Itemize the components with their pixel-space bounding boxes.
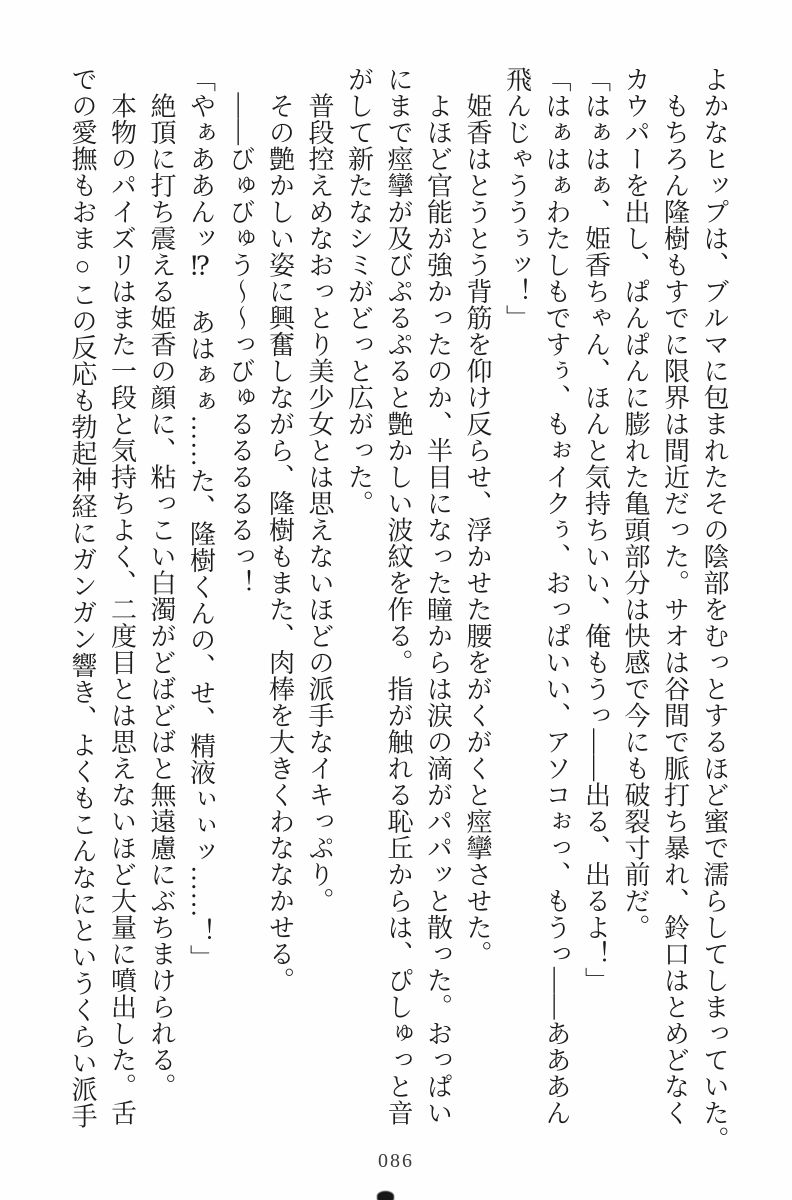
text-line: よほど官能が強かったのか、半目になった瞳からは涙の滴がパパッと散った。おっぱい [423, 66, 453, 1126]
text-line: での愛撫もおま○この反応も勃起神経にガンガン響き、よくもこんなにというくらい派手 [68, 66, 97, 1129]
text-line: 姫香はとうとう背筋を仰け反らせ、浮かせた腰をがくがくと痙攣させた。 [463, 66, 492, 967]
page-text [63, 66, 735, 1156]
text-line: ――びゅびゅう～～っびゅるるるるるっ！ [226, 66, 255, 596]
text-line: もちろん隆樹もすでに限界は間近だった。サオは谷間で脈打ち暴れ、鈴口はとめどなく [660, 66, 690, 1126]
text-line: 普段控えめなおっとり美少女とは思えないほどの派手なイキっぷり。 [305, 66, 334, 914]
text-line: 絶頂に打ち震える姫香の顔に、粘っこい白濁がどばどばと無遠慮にぶちまけられる。 [147, 66, 176, 1100]
text-line: カウパーを出し、ぱんぱんに膨れた亀頭部分は快感で今にも破裂寸前だ。 [621, 66, 650, 941]
text-line: 「やぁああんッ⁉ あはぁぁ……た、隆樹くんの、せ、精液ぃぃッ……！」 [186, 66, 216, 971]
text-line: 「はぁはぁわたしもですぅ、もぉイクぅ、おっぱいい、アソコぉっ、もうっ――あああん [542, 66, 571, 1126]
text-line: よかなヒップは、ブルマに包まれたその陰部をむっとするほど蜜で濡らしてしまっていた。 [700, 66, 729, 1153]
page-number: 086 [378, 1150, 414, 1172]
page-edge-artifact [377, 1191, 394, 1200]
text-line: 「はぁはぁ、姫香ちゃん、ほんと気持ちいい、俺もうっ――出る、出るよ！」 [581, 66, 611, 994]
text-line: 飛んじゃううぅッ！」 [502, 66, 532, 331]
text-line: その艶かしい姿に興奮しながら、隆樹もまた、肉棒を大きくわななかせる。 [265, 66, 295, 994]
text-line: 本物のパイズリはまた一段と気持ちよく、二度目とは思えないほど大量に噴出した。舌 [107, 66, 137, 1126]
text-line: がして新たなシミがどっと広がった。 [344, 66, 374, 517]
text-line: にまで痙攣が及びぷるぷると艶かしい波紋を作る。指が触れる恥丘からは、ぴしゅっと音 [384, 66, 413, 1126]
